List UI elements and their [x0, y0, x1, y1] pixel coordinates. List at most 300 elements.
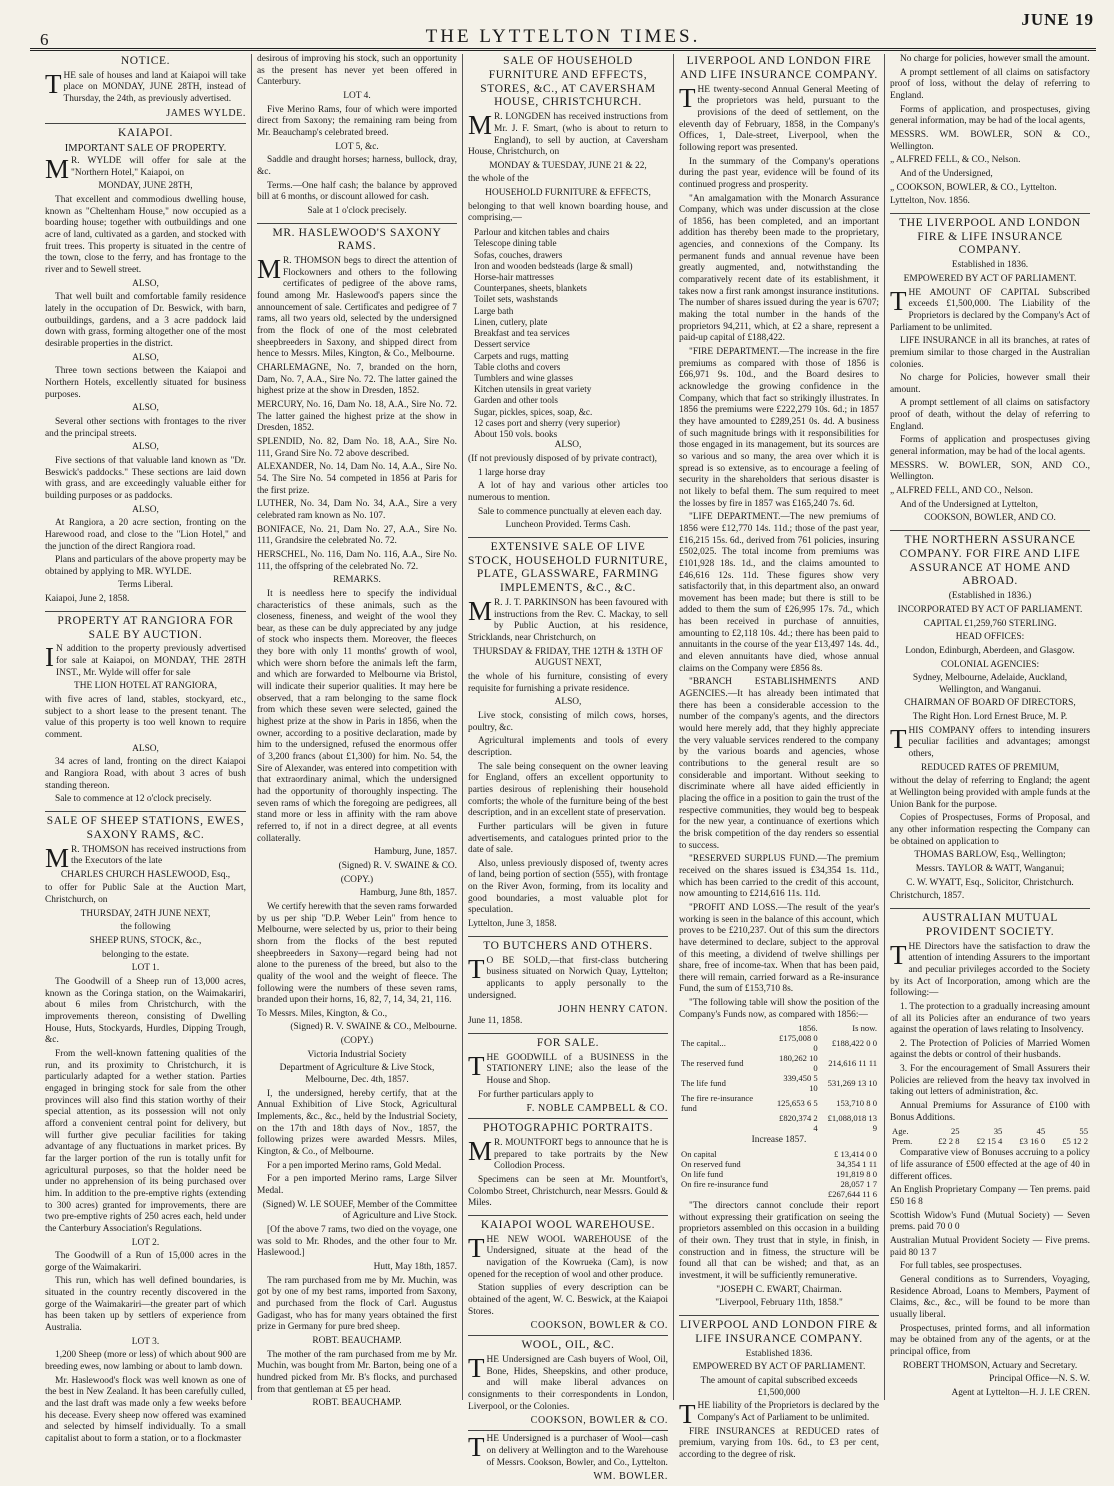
ad-paragraph: This run, which has well defined boundaries, is situated in the country recently discovered in the gorge of the Waimakariri—the greater part of which has been taken up by settlers of experience from Australia. — [45, 1276, 246, 1334]
table-cell: 45 — [1036, 1126, 1046, 1137]
ad-paragraph: ALSO, — [132, 442, 159, 453]
ad-paragraph: "LIFE DEPARTMENT.—The new premiums of 1856 were £12,770 14s. 11d.; those of the past year, £16,215 15s. 6d., derived from 761 policies, insuring £502,025. The total income from premiums was £101,928 18s. 1d., and the claims amounted to £46,616 12s. 11d. These figures show very satisfactorily that, in this department also, an onward movement has been made; but there is still to be added to them the sum of £26,995 17s. 7d., which has been received in purchase of annuities, amounting to £2,118 10s. 4d.; there has been paid to annuitants in the course of the year £13,497 14s. 4d., and eleven annuitants have died, whose annual claims on the Company were £856 8s. — [679, 512, 879, 674]
list-item: Carpets and rugs, matting — [474, 350, 569, 361]
ad-paragraph: LOT 1. — [131, 963, 160, 974]
ad-heading: KAIAPOI WOOL WAREHOUSE. — [480, 1218, 656, 1231]
ad-paragraph: Sale at 1 o'clock precisely. — [307, 205, 407, 216]
ad-paragraph: the whole of the — [468, 174, 529, 185]
ad-paragraph: HERSCHEL, No. 116, Dam No. 116, A.A., Sire No. 111, the offspring of the celebrated No. 72. — [257, 549, 457, 572]
ad-paragraph: THE NEW WOOL WAREHOUSE of the Undersigned, situate at the head of the navigation of the Kowrueka (Cam), is now opened for the reception of wool and other produce. — [468, 1232, 668, 1280]
table-cell: 180,262 10 0 — [779, 1053, 818, 1074]
ad-paragraph: "PROFIT AND LOSS.—The result of the year's working is seen in the balance of this account, which proves to be £210,237. Out of this sum the directors have determined to declare, subject to the approval of this meeting, a dividend of twelve shillings per share, free of income-tax. When that has been paid, there will remain, carried forward as a Re-insurance Fund, the sum of £153,710 8s. — [679, 902, 879, 995]
ad-paragraph: MONDAY, JUNE 28TH, — [98, 181, 193, 192]
table-cell: £ 13,414 0 0 — [834, 1149, 877, 1160]
advertisement — [468, 1037, 668, 1119]
list-item: About 150 vols. books — [474, 429, 558, 440]
ad-paragraph: SHEEP RUNS, STOCK, &c., — [89, 936, 202, 947]
column-3 — [462, 54, 673, 1483]
ad-paragraph: The mother of the ram purchased from me by Mr. Muchin, was bought from Mr. Barton, being one of a hundred picked from Mr. B's flocks, and purchased from that gentleman at £5 per head. — [257, 1349, 457, 1395]
ad-paragraph: CAPITAL £1,259,760 STERLING. — [923, 618, 1057, 629]
ad-paragraph: LOT 2. — [131, 1237, 160, 1248]
ad-paragraph: without the delay of referring to England; the agent at Wellington being provided with ample funds at the Union Bank for the purpose. — [890, 776, 1090, 810]
ad-paragraph: "The following table will show the position of the Company's Funds now, as compared with 1856:— — [679, 998, 879, 1020]
ad-paragraph: MONDAY & TUESDAY, JUNE 21 & 22, — [489, 160, 647, 171]
ad-heading: PROPERTY AT RANGIORA FOR SALE BY AUCTION. — [57, 614, 234, 641]
ad-paragraph: Prospectuses, printed forms, and all information may be obtained from any of the agents, or at the principal office, from — [890, 1323, 1090, 1357]
table-cell: On reserved fund — [681, 1159, 741, 1170]
table-cell: 153,710 8 0 — [836, 1098, 877, 1109]
table-cell: 339,450 5 10 — [783, 1073, 818, 1094]
ad-paragraph: No charge for policies, however small the amount. — [900, 54, 1090, 64]
table-cell: Age. — [892, 1126, 909, 1137]
ad-paragraph: "FIRE DEPARTMENT.—The increase in the fire premiums as compared with those of 1856 is £66,971 9s. 10d., and the Board desires to acknowledge the growing confidence in the Company, which that fact so strikingly illustrates. In 1856 the premiums were £222,279 10s. 6d.; in 1857 they have amounted to £289,251 0s. 4d. A business of such magnitude brings with it responsibilities for those engaged in its management, but its sources are so various and so many, the area over which it is spread is so extensive, as to encourage a feeling of security in the shareholders that serious disaster is not likely to befal them. The sum required to meet the losses by fire in 1857 was £165,240 7s. 6d. — [679, 347, 879, 509]
ad-paragraph: Station supplies of every description can be obtained of the agent, W. C. Beswick, at the Kaiapoi Stores. — [468, 1283, 668, 1317]
table-cell: £188,422 0 0 — [831, 1038, 877, 1049]
ad-paragraph: Five Merino Rams, four of which were imported direct from Saxony; the remaining ram being from Mr. Beauchamp's celebrated breed. — [257, 104, 457, 138]
ad-paragraph: belonging to the estate. — [102, 949, 189, 960]
ad-heading: LIVERPOOL AND LONDON FIRE & LIFE INSURANCE COMPANY. — [680, 1319, 878, 1345]
ad-heading: SALE OF HOUSEHOLD FURNITURE AND EFFECTS, STORES, &C., AT CAVERSHAM HOUSE, CHRISTCHURCH. — [480, 55, 656, 109]
ad-paragraph: Sydney, Melbourne, Adelaide, Auckland, Wellington, and Wanganui. — [912, 673, 1068, 695]
ad-paragraph: Established in 1836. — [951, 260, 1029, 271]
column-5 — [884, 54, 1095, 1400]
ad-paragraph: Terms.—One half cash; the balance by approved bill at 6 months, or discount allowed for cash. — [257, 180, 457, 203]
table-row — [679, 1169, 879, 1179]
ad-heading: PHOTOGRAPHIC PORTRAITS. — [482, 1122, 654, 1135]
ad-paragraph: MR. THOMSON has received instructions from the Executors of the late — [45, 842, 246, 873]
table-row — [679, 1093, 879, 1113]
table-row — [890, 1126, 1090, 1136]
ad-paragraph: THE GOODWILL of a BUSINESS in the STATIONERY LINE; also the lease of the House and Shop. — [468, 1050, 668, 1086]
ad-paragraph: THURSDAY, 24TH JUNE NEXT, — [80, 908, 211, 919]
advertisement — [45, 127, 246, 612]
table-row — [679, 1073, 879, 1093]
ad-paragraph: Australian Mutual Provident Society — Five prems. paid 80 13 7 — [890, 1236, 1090, 1258]
ad-paragraph: ALSO, — [132, 403, 159, 414]
ad-paragraph: ROBERT THOMSON, Actuary and Secretary. — [902, 1360, 1078, 1371]
advertisement — [257, 54, 457, 224]
ad-paragraph: At Rangiora, a 20 acre section, fronting on the Harewood road, and close to the "Lion Hotel," and the junction of the direct Rangiora road. — [45, 518, 246, 552]
ad-paragraph: EMPOWERED BY ACT OF PARLIAMENT. — [692, 1362, 866, 1373]
table-row — [679, 1149, 879, 1159]
list-item: Table cloths and covers — [474, 361, 561, 372]
ad-paragraph: ALSO, — [132, 743, 159, 754]
table-cell: The capital... — [681, 1038, 726, 1049]
ad-paragraph: Lyttelton, Nov. 1856. — [890, 196, 970, 207]
ad-paragraph: MR. LONGDEN has received instructions from Mr. J. F. Smart, (who is about to return to England), to sell by auction, at Caversham House, Christchurch, on — [468, 110, 668, 158]
ad-paragraph: It is needless here to specify the individual characteristics of these animals, such as the closeness, fineness, and weight of the wool they bear, as these can be duly appreciated by any judge of stock who inspects them. Moreover, the fleeces they bore with only 11 months' growth of wool, which were shorn before the animals left the farm, and which are forwarded to Melbourne via Bristol, will indicate their superior qualities. It may here be observed, that a ram belonging to the same flock from which these seven were selected, gained the highest prize at the show in Paris in 1856, when the owner, according to a positive declaration, made by him to the undersigned, refused the enormous offer of 3,200 francs (about £1,300) for him. No. 54, the Sire of Alexander, was entered into competition with that extraordinary animal, which the undersigned had the opportunity of thoroughly inspecting. The seven rams of which the foregoing are pedigrees, all stand more or less in affinity with the ram above referred to, if not in a direct degree, at all events collaterally. — [257, 588, 457, 844]
columns — [40, 54, 1096, 1483]
ad-paragraph: MR. J. T. PARKINSON has been favoured with instructions from the Rev. C. Mackay, to sell by Public Auction, at his residence, Stricklands, near Christchurch, on — [468, 596, 668, 643]
ad-paragraph: Established 1836. — [745, 1348, 813, 1359]
ad-paragraph: MR. WYLDE will offer for sale at the "Northern Hotel," Kaiapoi, on — [45, 154, 246, 185]
table-cell: 1856. — [798, 1023, 818, 1034]
column-1 — [40, 54, 251, 1444]
table-row — [679, 1189, 879, 1199]
ad-paragraph: 1. The protection to a gradually increasing amount of all its Policies after an endurance of two years against the operation of laws relating to Insolvency. — [890, 1001, 1090, 1036]
list-item: 12 cases port and sherry (very superior) — [474, 417, 620, 428]
ad-paragraph: ALEXANDER, No. 14, Dam No. 14, A.A., Sire No. 54. The Sire No. 54 competed in 1856 at Paris for the first prize. — [257, 462, 457, 496]
ad-paragraph: Lyttelton, June 3, 1858. — [468, 919, 557, 930]
table-cell: £3 16 0 — [1019, 1136, 1046, 1147]
ad-paragraph: LOT 3. — [131, 1336, 160, 1347]
ad-paragraph: MERCURY, No. 16, Dam No. 18, A.A., Sire No. 72. The latter gained the highest prize at the show in Dresden, 1852. — [257, 400, 457, 434]
table-cell: £2 2 8 — [938, 1136, 960, 1147]
ad-paragraph: THE AMOUNT OF CAPITAL Subscribed exceeds £1,500,000. The Liability of the Proprietors is declared by the Company's Act of Parliament to be unlimited. — [890, 285, 1090, 333]
ad-paragraph: Messrs. TAYLOR & WATT, Wanganui; — [915, 864, 1065, 875]
ad-paragraph: The Right Hon. Lord Ernest Bruce, M. P. — [912, 712, 1068, 723]
ad-paragraph: CHARLEMAGNE, No. 7, branded on the horn, Dam, No. 7, A.A., Sire No. 72. The latter gained the highest prize at the show in Dresden, 1852. — [257, 363, 457, 397]
masthead — [30, 8, 1096, 51]
table-cell: 214,616 11 11 — [828, 1058, 877, 1069]
ad-paragraph: Department of Agriculture & Live Stock, Melbourne, Dec. 4th, 1857. — [279, 1063, 435, 1086]
list-item: Dessert service — [474, 339, 530, 350]
ad-paragraph: 1 large horse dray — [478, 467, 546, 478]
table-row — [679, 1113, 879, 1133]
table-cell — [679, 1023, 771, 1033]
advertisement — [890, 54, 1090, 214]
ad-paragraph: HOUSEHOLD FURNITURE & EFFECTS, — [485, 188, 651, 199]
ad-heading: FOR SALE. — [536, 1036, 600, 1049]
ad-paragraph: "JOSEPH C. EWART, Chairman. — [716, 1284, 842, 1295]
ad-heading: TO BUTCHERS AND OTHERS. — [483, 939, 653, 952]
ad-paragraph: THE LION HOTEL AT RANGIORA, — [74, 681, 217, 692]
ad-paragraph: "BRANCH ESTABLISHMENTS AND AGENCIES.—It has already been intimated that there has been a considerable accession to the number of the company's agents, and the directors would here merely add, that they highly appreciate the very valuable services rendered to the company by the various boards and agencies, whose contributions to the general result are so considerable and important. Without seeking to discriminate where all have aided efficiently in placing the office in a position to gain the trust of the respective communities, they would beg to bespeak for the new year, a continuance of exertions which the brisk competition of the day renders so essential to success. — [679, 677, 879, 851]
ad-paragraph: The ram purchased from me by Mr. Muchin, was got by one of my best rams, imported from Saxony, and purchased from the flock of Carl. Augustus Gadigast, who has for many years obtained the first prize in Germany for pure bred sheep. — [257, 1275, 457, 1333]
ad-paragraph: HEAD OFFICES: — [955, 632, 1025, 643]
ad-paragraph: 1,200 Sheep (more or less) of which about 900 are breeding ewes, now lambing or about to lamb down. — [45, 1350, 246, 1373]
ad-paragraph: That well built and comfortable family residence lately in the occupation of Dr. Beswick, with barn, outbuildings, gardens, and a 3 acre paddock laid down with grass, forming altogether one of the most desirable properties in the district. — [45, 292, 246, 349]
ad-paragraph: In the summary of the Company's operations during the past year, evidence will be found of its continued progress and prosperity. — [679, 156, 879, 190]
ad-paragraph: Further particulars will be given in future advertisements, and catalogues printed prior to the date of sale. — [468, 821, 668, 856]
ad-paragraph: INCORPORATED BY ACT OF PARLIAMENT. — [897, 604, 1083, 615]
ad-heading: KAIAPOI. — [118, 126, 173, 139]
list-item: Telescope dining table — [474, 238, 557, 249]
advertisement — [468, 1122, 668, 1216]
table-cell: £175,008 0 0 — [779, 1033, 818, 1054]
table-cell: On capital — [681, 1149, 717, 1160]
page-date: JUNE 19 — [1021, 10, 1094, 29]
ad-signature: COOKSON, BOWLER & CO. — [530, 1415, 668, 1427]
ad-paragraph: Plans and particulars of the above property may be obtained by applying to MR. WYLDE. — [45, 555, 246, 577]
ad-paragraph: (Signed) R. V. SWAINE & CO. — [338, 860, 457, 871]
ad-paragraph: LUTHER, No. 34, Dam No. 34, A.A., Sire a very celebrated ram known as No. 107. — [257, 499, 457, 521]
ad-paragraph: A prompt settlement of all claims on satisfactory proof of loss, without the delay of referring to England. — [890, 67, 1090, 101]
ad-paragraph: „ COOKSON, BOWLER, & CO., Lyttelton. — [890, 182, 1057, 193]
ad-heading: EXTENSIVE SALE OF LIVE STOCK, HOUSEHOLD FURNITURE, PLATE, GLASSWARE, FARMING IMPLEMENTS, &C., &C. — [468, 540, 668, 595]
ad-paragraph: ALSO, — [554, 697, 582, 708]
ad-paragraph: THURSDAY & FRIDAY, THE 12TH & 13TH OF AUGUST NEXT, — [473, 646, 663, 669]
advertisement — [468, 1339, 668, 1431]
ad-paragraph: REDUCED RATES OF PREMIUM, — [920, 762, 1060, 773]
ad-paragraph: 3. For the encouragement of Small Assurers their Policies are relieved from the heavy tax involved in taking out letters of administration, &c. — [890, 1064, 1090, 1098]
ad-paragraph: Mr. Haslewood's flock was well known as one of the best in New Zealand. It has been carefully culled, and the last draft was made only a few weeks before his decease. Every sheep now offered was examined and selected by himself individually. To a small capitalist about to form a station, or to a flockmaster — [45, 1375, 246, 1444]
ad-heading: NOTICE. — [120, 55, 171, 67]
ad-heading: WOOL, OIL, &C. — [521, 1339, 615, 1352]
advertisement — [890, 217, 1090, 531]
advertisement — [45, 55, 246, 124]
ad-paragraph: Hutt, May 18th, 1857. — [373, 1261, 457, 1272]
table-cell — [679, 1113, 771, 1133]
ad-paragraph: Specimens can be seen at Mr. Mountfort's, Colombo Street, Christchurch, near Messrs. Gould & Miles. — [468, 1175, 668, 1209]
list-item: Linen, cutlery, plate — [474, 316, 548, 327]
list-item: Tumblers and wine glasses — [474, 372, 573, 383]
table-cell: 125,653 6 5 — [776, 1098, 818, 1109]
ad-paragraph: Also, unless previously disposed of, twenty acres of land, being portion of section (555), with frontage on the River Avon, forming, from its locality and good boundaries, a most valuable plot for speculation. — [468, 858, 668, 916]
list-item: Counterpanes, sheets, blankets — [474, 283, 587, 294]
ad-paragraph: Principal Office—N. S. W. — [989, 1374, 1090, 1385]
ad-paragraph: [Of the above 7 rams, two died on the voyage, one was sold to Mr. Rhodes, and the other four to Mr. Haslewood.] — [257, 1224, 457, 1259]
ad-paragraph: Forms of application and prospectuses giving general information, may be had of the local agents. — [890, 435, 1090, 458]
ad-paragraph: „ ALFRED FELL, & CO., Nelson. — [890, 155, 1021, 166]
list-item: Garden and other tools — [474, 395, 558, 406]
ad-paragraph: (COPY.) — [340, 874, 374, 885]
ad-paragraph: FIRE INSURANCES at REDUCED rates of premium, varying from 10s. 6d., to £3 per cent, according to the degree of risk. — [679, 1426, 879, 1460]
list-item: Large bath — [474, 305, 514, 316]
ad-paragraph: Victoria Industrial Society — [307, 1049, 407, 1060]
ad-paragraph: Three town sections between the Kaiapoi and Northern Hotels, excellently situated for business purposes. — [45, 366, 246, 400]
ad-signature: COOKSON, BOWLER & CO. — [530, 1320, 668, 1332]
table-cell: Is now. — [852, 1023, 877, 1034]
advertisement — [890, 912, 1090, 1405]
table-cell: £1,088,018 13 9 — [827, 1113, 877, 1134]
ad-paragraph: The Goodwill of a Sheep run of 13,000 acres, known as the Coringa station, on the Waimakariri, about 6 miles from Christchurch, with the improvements thereon, consisting of Dwelling House, Huts, Stockyards, Hurdles, Dipping Trough, &c. — [45, 977, 246, 1046]
ad-paragraph: Forms of application, and prospectuses, giving general information, may be had of the local agents, — [890, 104, 1090, 127]
advertisement — [890, 534, 1090, 909]
ad-paragraph: 34 acres of land, fronting on the direct Kaiapoi and Rangiora Road, with about 3 acres of bush standing thereon. — [45, 757, 246, 791]
table-row — [679, 1053, 879, 1073]
advertisement — [679, 55, 879, 1316]
ad-paragraph: From the well-known fattening qualities of the run, and its proximity to Christchurch, it is particularly adapted for a wether station. Parties engaged in bringing stock for sale from the other provinces will also find this station worthy of their special attention, as its possession will not only afford a convenient central point for delivery, but will further give peculiar facilities for taking advantage of any fluctuations in market prices. By far the larger portion of the run is totally unfit for agricultural purposes, so that the holder need be under no apprehension of its being purchased over him. In addition to the pre-emptive rights (extending to 300 acres) granted for improvements, there are two pre-emptive rights of 250 acres each, held under the Canterbury Association's Regulations. — [45, 1049, 246, 1234]
ad-paragraph: THE Directors have the satisfaction to draw the attention of intending Assurers to the important and peculiar privileges accorded to the Society by its Act of Incorporation, among which are the following:— — [890, 939, 1090, 999]
table-cell: On life fund — [681, 1169, 724, 1180]
ad-paragraph: June 11, 1858. — [468, 1016, 523, 1027]
ad-paragraph: Comparative view of Bonuses accruing to a policy of life assurance of £500 effected at the age of 40 in different offices. — [890, 1148, 1090, 1182]
table-cell: £2 15 4 — [976, 1136, 1003, 1147]
ad-paragraph: For a pen imported Merino rams, Gold Medal. — [267, 1160, 442, 1171]
ad-paragraph: MESSRS. W. BOWLER, SON, AND CO., Wellington. — [890, 460, 1090, 483]
ad-paragraph: BONIFACE, No. 21, Dam No. 27, A.A., Sire No. 111, Grandsire the celebrated No. 72. — [257, 524, 457, 547]
ad-paragraph: CHAIRMAN OF BOARD OF DIRECTORS, — [904, 698, 1076, 709]
ad-paragraph: C. W. WYATT, Esq., Solicitor, Christchurch. — [906, 877, 1074, 888]
advertisement — [45, 615, 246, 812]
ad-paragraph: belonging to that well known boarding house, and comprising,— — [468, 201, 668, 224]
ad-paragraph: MR. MOUNTFORT begs to announce that he is prepared to take portraits by the New Collodion Process. — [468, 1136, 668, 1172]
list-item: Kitchen utensils in great variety — [474, 384, 592, 395]
table-row — [679, 1159, 879, 1169]
ad-paragraph: THE twenty-second Annual General Meeting of the proprietors was held, pursuant to the provisions of the deed of settlement, on the eleventh day of February, 1858, in the Company's Offices, 1, Dale-street, Liverpool, when the following report was presented. — [679, 82, 879, 153]
ad-paragraph: the following — [120, 922, 171, 933]
list-item: Sugar, pickles, spices, soap, &c. — [474, 406, 593, 417]
ad-paragraph: An English Proprietary Company — Ten prems. paid £50 16 8 — [890, 1185, 1090, 1208]
ad-signature: JOHN HENRY CATON. — [558, 1004, 668, 1016]
ad-paragraph: COOKSON, BOWLER, AND CO. — [924, 513, 1056, 524]
ad-paragraph: For full tables, see prospectuses. — [900, 1261, 1022, 1272]
ad-paragraph: Sale to commence at 12 o'clock precisely. — [55, 794, 212, 805]
ad-heading: LIVERPOOL AND LONDON FIRE AND LIFE INSURANCE COMPANY. — [680, 55, 878, 81]
table-cell: 34,354 1 11 — [836, 1159, 877, 1170]
ad-paragraph: Agricultural implements and tools of every description. — [468, 736, 668, 758]
list-item: Horse-hair mattresses — [474, 271, 554, 282]
ad-paragraph: And of the Undersigned at Lyttelton, — [900, 499, 1038, 510]
ad-paragraph: No charge for Policies, however small their amount. — [890, 373, 1090, 395]
ad-paragraph: Christchurch, 1857. — [890, 891, 965, 902]
advertisement — [468, 541, 668, 937]
ad-paragraph: 2. The Protection of Policies of Married Women against the debts or control of their husbands. — [890, 1038, 1090, 1061]
table-cell: 55 — [1079, 1126, 1088, 1137]
ad-paragraph: Copies of Prospectuses, Forms of Proposal, and any other information respecting the Company can be obtained on application to — [890, 813, 1090, 847]
ad-paragraph: Sale to commence punctually at eleven each day. — [478, 506, 662, 517]
table-cell: 191,819 8 0 — [836, 1169, 877, 1180]
advertisement — [679, 1319, 879, 1467]
ad-paragraph: Annual Premiums for Assurance of £100 with Bonus Additions. — [890, 1101, 1090, 1123]
table-cell: Prem. — [892, 1136, 913, 1147]
ad-paragraph: REMARKS. — [333, 575, 381, 586]
ad-paragraph: We certify herewith that the seven rams forwarded by us per ship "D.P. Weber Lein" from hence to Melbourne, were selected by us, prior to their being shorn from the flocks of the best reputed sheepbreeders in Saxony—regard being had not alone to the pureness of the breed, but also to the quality of the wool and the weight of fleece. The following were the numbers of these seven rams, branded upon their horns, 16, 82, 7, 14, 34, 21, 116. — [257, 901, 457, 1006]
ad-paragraph: ROBT. BEAUCHAMP. — [312, 1398, 402, 1409]
ad-paragraph: „ ALFRED FELL, AND CO., Nelson. — [890, 486, 1033, 497]
ad-heading: MR. HASLEWOOD'S SAXONY RAMS. — [272, 226, 442, 253]
advertisement — [45, 815, 246, 1451]
newspaper-title: THE LYTTELTON TIMES. — [425, 26, 701, 47]
ad-paragraph: "RESERVED SURPLUS FUND.—The premium received on the shares issued is £34,354 1s. 11d., which has been carried to the credit of this account, now amounting to £214,616 11s. 11d. — [679, 854, 879, 900]
ad-paragraph: Live stock, consisting of milch cows, horses, poultry, &c. — [468, 710, 668, 733]
list-item: Iron and wooden bedsteads (large & small) — [474, 260, 633, 271]
table-cell: £5 12 2 — [1062, 1136, 1088, 1147]
ad-subheading: IMPORTANT SALE OF PROPERTY. — [64, 142, 227, 154]
advertisement — [468, 1219, 668, 1336]
table-cell: 35 — [993, 1126, 1003, 1137]
ad-paragraph: COLONIAL AGENCIES: — [940, 659, 1040, 670]
list-item: Parlour and kitchen tables and chairs — [474, 227, 610, 238]
ad-paragraph: CHARLES CHURCH HASLEWOOD, Esq., — [60, 869, 231, 880]
ad-paragraph: The sale being consequent on the owner leaving for England, offers an excellent opportunity to parties desirous of replenishing their household comforts; the whole of the furniture being of the best description, and in an excellent state of preservation. — [468, 761, 668, 819]
ad-paragraph: Agent at Lyttelton—H. J. LE CREN. — [951, 1387, 1090, 1398]
advertisement — [257, 227, 457, 1415]
ad-paragraph: I, the undersigned, hereby certify, that at the Annual Exhibition of Live Stock, Agricultural Implements, &c., &c., held by the Industrial Society, on the 17th and 18th days of Nov., 1857, the following prizes were awarded Messrs. Miles, Kington, & Co., of Melbourne. — [257, 1088, 457, 1158]
ad-heading: THE NORTHERN ASSURANCE COMPANY. FOR FIRE AND LIFE ASSURANCE AT HOME AND ABROAD. — [899, 534, 1081, 588]
ad-paragraph: To Messrs. Miles, Kington, & Co., — [257, 1008, 388, 1019]
advertisement — [468, 1434, 668, 1486]
ad-paragraph: ALSO, — [554, 440, 582, 451]
ad-paragraph: ALSO, — [132, 352, 159, 363]
ad-heading: AUSTRALIAN MUTUAL PROVIDENT SOCIETY. — [922, 911, 1058, 938]
column-2 — [251, 54, 462, 1409]
advertisement — [468, 940, 668, 1034]
ad-paragraph: LOT 5, &c. — [335, 141, 379, 152]
table-cell: The reserved fund — [681, 1058, 744, 1069]
ad-paragraph: THE sale of houses and land at Kaiapoi will take place on MONDAY, JUNE 28TH, instead of Thursday, the 24th, as previously advertised. — [45, 68, 246, 105]
table-cell: £267,644 11 6 — [827, 1189, 877, 1200]
ad-paragraph: Hamburg, June 8th, 1857. — [359, 888, 457, 899]
table-cell: On fire re-insurance fund — [681, 1179, 769, 1190]
ad-signature: JAMES WYLDE. — [166, 107, 246, 119]
ad-paragraph: A lot of hay and various other articles too numerous to mention. — [468, 481, 668, 503]
table-cell: The life fund — [681, 1078, 726, 1089]
table-row — [679, 1179, 879, 1189]
table-cell: The fire re-insurance fund — [681, 1093, 754, 1114]
ad-paragraph: desirous of improving his stock, such an opportunity as the present has never yet been offered in Canterbury. — [257, 54, 457, 88]
ad-heading: THE LIVERPOOL AND LONDON FIRE & LIFE INSURANCE COMPANY. — [899, 216, 1081, 257]
ad-paragraph: THE liability of the Proprietors is declared by the Company's Act of Parliament to be unlimited. — [679, 1399, 879, 1430]
ad-paragraph: Five sections of that valuable land known as "Dr. Beswick's paddocks." These sections are laid down with grass, and are exceedingly valuable either for building purposes or as paddocks. — [45, 455, 246, 501]
ad-paragraph: EMPOWERED BY ACT OF PARLIAMENT. — [903, 273, 1077, 284]
column-4 — [673, 54, 884, 1460]
ad-signature: F. NOBLE CAMPBELL & CO. — [526, 1103, 668, 1115]
table-title: Increase 1857. — [751, 1135, 807, 1146]
ad-paragraph: Kaiapoi, June 2, 1858. — [45, 594, 130, 605]
ad-paragraph: to offer for Public Sale at the Auction Mart, Christchurch, on — [45, 883, 246, 906]
table-cell: £820,374 2 4 — [779, 1113, 818, 1134]
table-row — [679, 1023, 879, 1033]
advertisement — [468, 55, 668, 538]
ad-paragraph: Scottish Widow's Fund (Mutual Society) — Seven prems. paid 70 0 0 — [890, 1210, 1090, 1233]
page-number: 6 — [40, 30, 49, 49]
figures-table — [679, 1023, 879, 1133]
table-cell: 531,269 13 10 — [827, 1078, 877, 1089]
ad-paragraph: For further particulars apply to — [478, 1089, 594, 1100]
table-cell: 25 — [950, 1126, 960, 1137]
ad-paragraph: LOT 4. — [343, 90, 371, 101]
table-row — [890, 1136, 1090, 1146]
ad-paragraph: Terms Liberal. — [117, 580, 174, 591]
ad-paragraph: General conditions as to Surrenders, Voyaging, Residence Abroad, Loans to Members, Payment of Claims, &c., &c., will be found to be more than usually liberal. — [890, 1274, 1090, 1320]
table-cell: 28,057 1 7 — [840, 1179, 877, 1190]
ad-paragraph: THE Undersigned are Cash buyers of Wool, Oil, Bone, Hides, Sheepskins, and other produce, and will make liberal advances on consignments to their correspondents in London, Liverpool, or the Colonies. — [468, 1353, 668, 1412]
ad-paragraph: "The directors cannot conclude their report without expressing their gratification on seeing the proprietors assembled on this occasion in a building of their own. They trust that in style, in finish, in construction and in fitness, the structure will be found all that can be wished; and that, as an investment, it will be sufficiently remunerative. — [679, 1201, 879, 1282]
ad-paragraph: THIS COMPANY offers to intending insurers peculiar facilities and advantages; amongst others, — [890, 723, 1090, 760]
ad-paragraph: TO BE SOLD,—that first-class butchering business situated on Norwich Quay, Lyttelton; applicants to apply personally to the undersigned. — [468, 953, 668, 1001]
ad-paragraph: The Goodwill of a Run of 15,000 acres in the gorge of the Waimakariri. — [45, 1251, 246, 1273]
table-cell — [679, 1189, 805, 1199]
ad-paragraph: (COPY.) — [340, 1036, 374, 1047]
ad-paragraph: LIFE INSURANCE in all its branches, at rates of premium similar to those charged in the Australian colonies. — [890, 336, 1090, 370]
ad-paragraph: (If not previously disposed of by private contract), — [468, 453, 658, 464]
ad-paragraph: THE Undersigned is a purchaser of Wool—cash on delivery at Wellington and to the Warehouse of Messrs. Cookson, Bowler, and Co., Lyttelton. — [468, 1432, 668, 1468]
ad-paragraph: MESSRS. WM. BOWLER, SON & CO., Wellington. — [890, 129, 1090, 152]
ad-paragraph: THOMAS BARLOW, Esq., Wellington; — [914, 850, 1066, 861]
ad-paragraph: That excellent and commodious dwelling house, known as "Cheltenham House," now occupied as a boarding house; together with outbuildings and one acre of land, cultivated as a garden, and stocked with fruit trees. This property is situated in the centre of the town, close to the ferry, and has frontage to the river and to Sewell street. — [45, 195, 246, 276]
ad-paragraph: London, Edinburgh, Aberdeen, and Glasgow. — [905, 645, 1075, 656]
ad-paragraph: (Signed) R. V. SWAINE & CO., Melbourne. — [290, 1022, 457, 1033]
table-row — [679, 1033, 879, 1053]
ad-paragraph: Several other sections with frontages to the river and the principal streets. — [45, 416, 246, 439]
ad-paragraph: Saddle and draught horses; harness, bullock, dray, &c. — [257, 155, 457, 177]
list-item: Toilet sets, washstands — [474, 294, 558, 305]
ad-paragraph: IN addition to the property previously advertised for sale at Kaiapoi, on MONDAY, THE 28TH INST., Mr. Wylde will offer for sale — [45, 642, 246, 678]
ad-paragraph: (Signed) W. LE SOUEF, Member of the Committee of Agriculture and Live Stock. — [262, 1199, 457, 1222]
ad-heading: SALE OF SHEEP STATIONS, EWES, SAXONY RAMS, &C. — [46, 814, 245, 841]
ad-paragraph: ALSO, — [132, 504, 159, 515]
ad-paragraph: with five acres of land, stables, stockyard, etc., subject to a short lease to the present tenant. The value of this property is too well known to require comment. — [45, 695, 246, 740]
ad-paragraph: A prompt settlement of all claims on satisfactory proof of death, without the delay of referring to England. — [890, 398, 1090, 432]
ad-paragraph: ALSO, — [132, 278, 159, 289]
ad-paragraph: SPLENDID, No. 82, Dam No. 18, A.A., Sire No. 111, Grand Sire No. 72 above described. — [257, 436, 457, 459]
ad-paragraph: the whole of his furniture, consisting of every requisite for furnishing a private residence. — [468, 671, 668, 694]
ad-paragraph: MR. THOMSON begs to direct the attention of Flockowners and others to the following certificates of pedigree of the above rams, found among Mr. Haslewood's papers since the announcement of sale. Certificates and pedigree of 7 rams, all two years old, selected by the undersigned from the flock of one of the most celebrated sheepbreeders in Saxony, and shipped direct from hence to Messrs. Miles, Kington, & Co., Melbourne. — [257, 254, 457, 360]
ad-signature: WM. BOWLER. — [593, 1471, 668, 1483]
ad-paragraph: Hamburg, June, 1857. — [374, 847, 457, 858]
ad-paragraph: Luncheon Provided. Terms Cash. — [505, 520, 631, 531]
list-item: Sofas, couches, drawers — [474, 249, 563, 260]
figures-table — [890, 1126, 1090, 1146]
ad-paragraph: "Liverpool, February 11th, 1858." — [715, 1298, 843, 1309]
ad-paragraph: And of the Undersigned, — [900, 168, 993, 179]
list-item: Breakfast and tea services — [474, 328, 570, 339]
item-list — [468, 227, 668, 440]
ad-paragraph: (Established in 1836.) — [948, 591, 1032, 602]
ad-paragraph: "An amalgamation with the Monarch Assurance Company, which was under discussion at the close of 1856, has been completed, and an important addition has thereby been made to the proprietary, agencies, and connexions of the Company. Its permanent funds and annual revenue have been greatly augmented, and, notwithstanding the comparatively recent date of its establishment, it takes now a first rank amongst insurance institutions. The number of shares issued during the year is 6707; making the total number in the hands of the proprietors 94,211, which, at £2 a share, represent a paid-up capital of £188,422. — [679, 193, 879, 344]
